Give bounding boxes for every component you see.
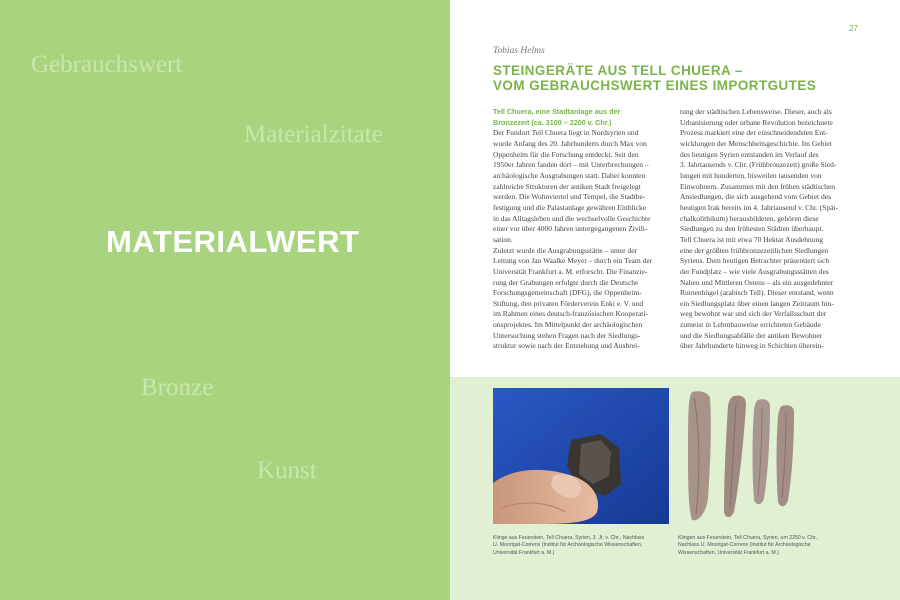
- section-subheading-line: Bronzezeit (ca. 3100 – 2200 v. Chr.): [493, 117, 612, 127]
- body-text-line: 1950er Jahren fanden dort – mit Unterbrechungen –: [493, 160, 649, 170]
- body-text-line: struktur sowie nach der Entstehung und Ausbrei-: [493, 341, 640, 351]
- body-text-line: ein Siedlungsplatz über einen langen Zeitraum hin-: [680, 298, 834, 308]
- body-text-line: tung der städtischen Lebensweise. Dieser, auch als: [680, 107, 832, 116]
- article-title: [493, 63, 873, 93]
- title-line: VOM GEBRAUCHSWERT EINES IMPORTGUTES: [493, 78, 817, 93]
- four-flint-blades-photo: [678, 388, 858, 524]
- body-text-line: über Jahrhunderte hinweg in Schichten überein-: [680, 341, 824, 351]
- body-text-line: Siedlungen zu den frühesten Städten überhaupt.: [680, 224, 824, 234]
- body-text-line: zahlreiche Strukturen der antiken Stadt freigelegt: [493, 181, 641, 191]
- figure-hand-flint: [493, 388, 669, 557]
- body-text-line: Der Fundort Tell Chuera liegt in Nordsyrien und: [493, 128, 639, 138]
- body-text-line: Ruinenhügel (arabisch Tell). Dieser entstand, wenn: [680, 288, 834, 298]
- caption-line: Nachlass U. Moortgat-Correns (Institut für Archäologische: [678, 542, 811, 549]
- word-kunst: Kunst: [257, 457, 317, 484]
- body-text-line: im Rahmen eines deutsch-französischen Kooperati-: [493, 309, 648, 319]
- body-text-line: der Fundplatz – wie viele Ausgrabungsstätten des: [680, 266, 829, 276]
- body-text-line: wicklungen der Menschheitsgeschichte. Im Gebiet: [680, 138, 832, 148]
- body-text-line: archäologische Ausgrabungen statt. Dabei konnten: [493, 170, 646, 180]
- figure-caption: [493, 535, 669, 557]
- body-text-line: weg bewohnt war und sich der Verfallsschutt der: [680, 309, 827, 319]
- body-text-line: Nahen und Mittleren Ostens – als ein ausgedehnter: [680, 277, 834, 287]
- body-text-line: wurde Anfang des 20. Jahrhunderts durch Max von: [493, 138, 647, 148]
- caption-line: U. Moortgat-Correns (Institut für Archäologische Wissenschaften,: [493, 542, 643, 549]
- section-subheading-line: Tell Chuera, eine Stadtanlage aus der: [493, 107, 621, 116]
- word-bronze: Bronze: [141, 374, 214, 401]
- body-text-line: in das Alltagsleben und die wechselvolle Geschichte: [493, 213, 651, 223]
- body-text-line: Universität Frankfurt a. M. erforscht. Die Finanzie-: [493, 266, 648, 276]
- caption-line: Klinge aus Feuerstein, Tell Chuera, Syrien, 3. Jt. v. Chr., Nachlass: [493, 535, 645, 541]
- body-text-line: Untersuchung stehen Fragen nach der Siedlungs-: [493, 330, 641, 340]
- body-text-line: sation.: [493, 234, 513, 244]
- body-text-line: und die Siedlungsabfälle der antiken Bewohner: [680, 330, 823, 340]
- body-text-line: Einwohnern. Zusammen mit den frühen städtischen: [680, 181, 835, 191]
- figure-caption: [678, 535, 858, 557]
- photo-strip: [450, 377, 900, 600]
- word-materialzitate: Materialzitate: [244, 121, 383, 148]
- caption-line: Wissenschaften, Universität Frankfurt a. M.): [678, 549, 779, 556]
- body-text-line: Stiftung, den privaten Förderverein Enki e. V. und: [493, 298, 644, 308]
- body-text-line: einer vor über 4000 Jahren untergegangenen Zivili-: [493, 224, 648, 234]
- body-text-line: eine der größten frühbronzezeitlichen Siedlungen: [680, 245, 829, 255]
- body-text-line: Leitung von Jan Waalke Meyer – durch ein Team der: [493, 256, 653, 266]
- body-text-line: Tell Chuera ist mit etwa 70 Hektar Ausdehnung: [680, 234, 823, 244]
- figure-flint-blades: [678, 388, 858, 557]
- body-text-line: 3. Jahrtausends v. Chr. (Frühbronzezeit) große Sied-: [680, 160, 837, 170]
- body-text-line: Oppenheim für die Forschung entdeckt. Seit den: [493, 149, 639, 159]
- flint-blade-in-hand-photo: [493, 388, 669, 524]
- body-text-line: Ansiedlungen, die sich ausgehend vom Gebiet des: [680, 192, 832, 202]
- text-column-1: [493, 107, 663, 352]
- body-text-line: Syriens. Dem heutigen Betrachter präsentiert sich: [680, 256, 830, 266]
- body-text-line: Prozess markiert eine der einschneidendsten Ent-: [680, 128, 828, 138]
- body-text-line: lungen mit hunderten, bisweilen tausenden von: [680, 170, 822, 180]
- body-text-line: Forschungsgemeinschaft (DFG), die Oppenheim-: [493, 288, 642, 298]
- title-line: STEINGERÄTE AUS TELL CHUERA –: [493, 63, 743, 78]
- right-page: [450, 0, 900, 600]
- body-text-line: Zuletzt wurde die Ausgrabungsstätte – unter der: [493, 245, 638, 255]
- main-word: MATERIALWERT: [106, 224, 360, 259]
- body-text-line: heutigen Irak bereits im 4. Jahrtausend v. Chr. (Spät-: [680, 202, 839, 212]
- word-gebrauchswert: Gebrauchswert: [31, 51, 183, 78]
- body-text-line: werden. Die Wohnviertel und Tempel, die Stadtbe-: [493, 192, 646, 202]
- body-text-line: rung der Grabungen erfolgte durch die Deutsche: [493, 277, 639, 287]
- body-text-line: zumeist in Lehmbauweise errichteten Gebäude: [680, 320, 821, 330]
- body-text-line: onsprojektes. Im Mittelpunkt der archäologischen: [493, 320, 643, 330]
- body-text-line: des heutigen Syrien entstanden im Verlauf des: [680, 149, 819, 159]
- caption-line: Universität Frankfurt a. M.): [493, 549, 555, 556]
- body-text-line: festigung und die Palastanlage gewähren Einblicke: [493, 202, 647, 212]
- text-column-2: [680, 107, 860, 352]
- page-number: 27: [849, 24, 858, 33]
- article-author: Tobias Helms: [493, 46, 545, 56]
- body-text-line: chalkolithikum) herausbildeten, gehören diese: [680, 213, 819, 223]
- body-text-line: Urbanisierung oder urbane Revolution bezeichnete: [680, 117, 833, 127]
- caption-line: Klingen aus Feuerstein, Tell Chuera, Syrien, um 2250 v. Chr.,: [678, 535, 819, 541]
